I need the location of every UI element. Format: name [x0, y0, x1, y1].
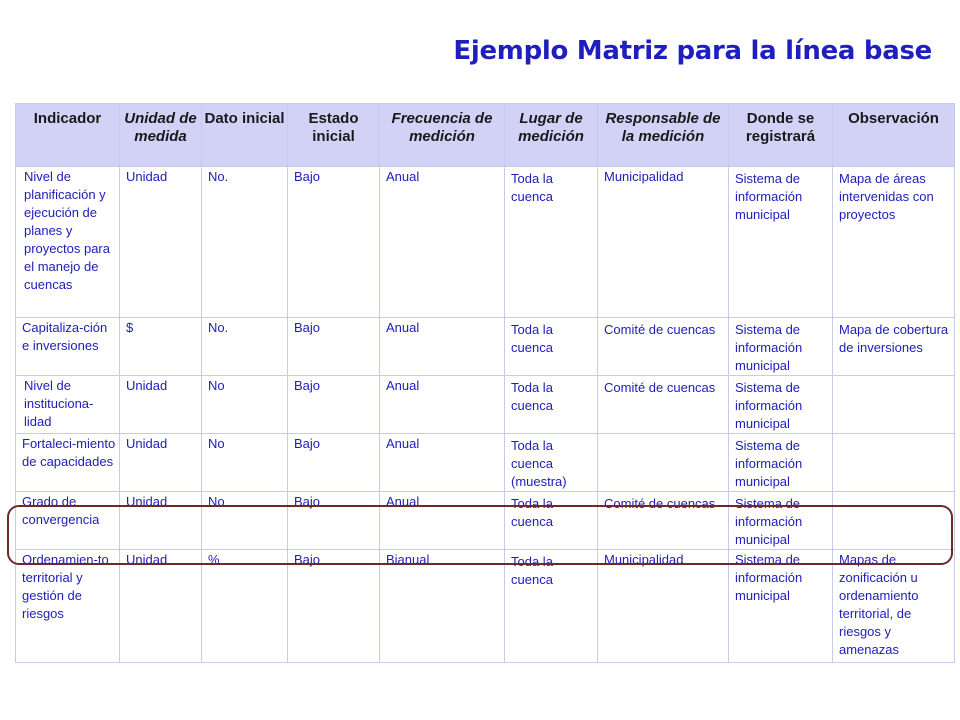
table-row — [16, 434, 955, 492]
cell-unidad: Unidad — [120, 376, 202, 434]
table-row — [16, 492, 955, 550]
cell-estado: Bajo — [288, 318, 380, 376]
slide-title: Ejemplo Matriz para la línea base — [453, 36, 932, 66]
cell-dato: No — [202, 376, 288, 434]
cell-dato: No. — [202, 318, 288, 376]
cell-dato: No. — [202, 167, 288, 318]
cell-indicador: Fortaleci-miento de capacidades — [16, 434, 120, 492]
cell-estado: Bajo — [288, 434, 380, 492]
cell-observacion — [833, 492, 955, 550]
cell-indicador: Nivel de planificación y ejecución de planes y proyectos para el manejo de cuencas — [16, 167, 120, 318]
cell-frecuencia: Anual — [380, 434, 505, 492]
cell-dato: % — [202, 550, 288, 663]
cell-dato: No — [202, 434, 288, 492]
header-unidad-medida: Unidad de medida — [120, 104, 202, 167]
header-indicador: Indicador — [16, 104, 120, 167]
cell-unidad: Unidad — [120, 434, 202, 492]
cell-estado: Bajo — [288, 167, 380, 318]
baseline-matrix-table — [15, 103, 955, 663]
cell-responsable: Comité de cuencas — [598, 376, 729, 434]
cell-donde: Sistema de información municipal — [729, 318, 833, 376]
table-row — [16, 318, 955, 376]
cell-lugar: Toda la cuenca — [505, 550, 598, 663]
cell-estado: Bajo — [288, 376, 380, 434]
cell-lugar: Toda la cuenca — [505, 167, 598, 318]
cell-estado: Bajo — [288, 492, 380, 550]
table-row — [16, 167, 955, 318]
cell-unidad: Unidad — [120, 550, 202, 663]
cell-observacion: Mapas de zonificación u ordenamiento territorial, de riesgos y amenazas — [833, 550, 955, 663]
cell-observacion: Mapa de cobertura de inversiones — [833, 318, 955, 376]
cell-observacion — [833, 434, 955, 492]
cell-responsable: Municipalidad — [598, 167, 729, 318]
cell-frecuencia: Bianual — [380, 550, 505, 663]
cell-indicador: Nivel de instituciona-lidad — [16, 376, 120, 434]
cell-frecuencia: Anual — [380, 167, 505, 318]
cell-indicador: Ordenamien-to territorial y gestión de riesgos — [16, 550, 120, 663]
cell-responsable: Comité de cuencas — [598, 492, 729, 550]
header-responsable: Responsable de la medición — [598, 104, 729, 167]
cell-lugar: Toda la cuenca (muestra) — [505, 434, 598, 492]
table-row — [16, 550, 955, 663]
cell-frecuencia: Anual — [380, 492, 505, 550]
header-row — [16, 104, 955, 167]
cell-unidad: Unidad — [120, 167, 202, 318]
cell-responsable: Comité de cuencas — [598, 318, 729, 376]
cell-observacion: Mapa de áreas intervenidas con proyectos — [833, 167, 955, 318]
table-row — [16, 376, 955, 434]
cell-indicador: Capitaliza-ción e inversiones — [16, 318, 120, 376]
cell-unidad: Unidad — [120, 492, 202, 550]
cell-donde: Sistema de información municipal — [729, 376, 833, 434]
header-observacion: Observación — [833, 104, 955, 167]
cell-donde: Sistema de información municipal — [729, 434, 833, 492]
cell-unidad: $ — [120, 318, 202, 376]
cell-indicador: Grado de convergencia — [16, 492, 120, 550]
cell-lugar: Toda la cuenca — [505, 318, 598, 376]
cell-responsable — [598, 434, 729, 492]
header-estado-inicial: Estado inicial — [288, 104, 380, 167]
header-donde: Donde se registrará — [729, 104, 833, 167]
header-lugar: Lugar de medición — [505, 104, 598, 167]
cell-frecuencia: Anual — [380, 376, 505, 434]
cell-frecuencia: Anual — [380, 318, 505, 376]
cell-responsable: Municipalidad — [598, 550, 729, 663]
cell-donde: Sistema de información municipal — [729, 550, 833, 663]
cell-dato: No — [202, 492, 288, 550]
cell-donde: Sistema de información municipal — [729, 167, 833, 318]
cell-estado: Bajo — [288, 550, 380, 663]
header-frecuencia: Frecuencia de medición — [380, 104, 505, 167]
cell-donde: Sistema de información municipal — [729, 492, 833, 550]
cell-observacion — [833, 376, 955, 434]
cell-lugar: Toda la cuenca — [505, 376, 598, 434]
header-dato-inicial: Dato inicial — [202, 104, 288, 167]
cell-lugar: Toda la cuenca — [505, 492, 598, 550]
